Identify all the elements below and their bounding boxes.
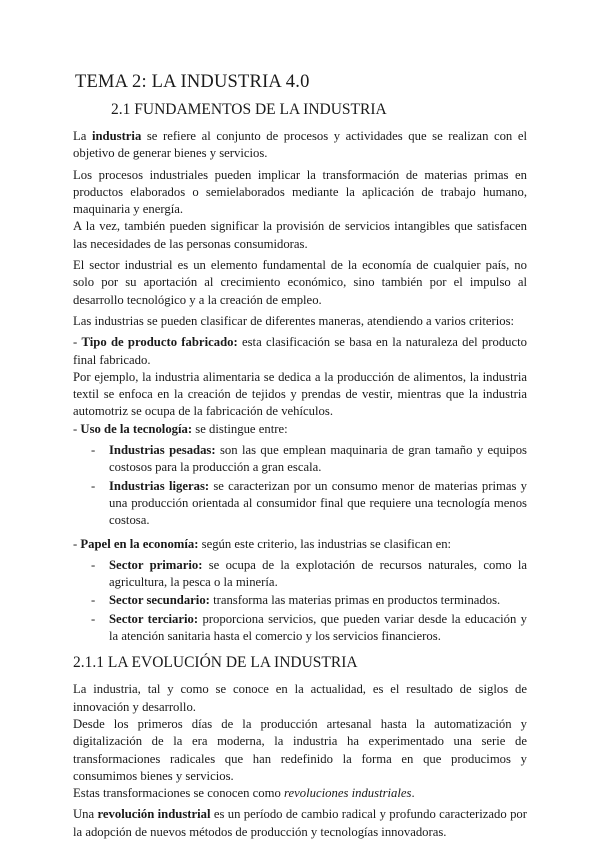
criterion-papel-economia: - Papel en la economía: según este criterio, las industrias se clasifican en: <box>73 536 452 551</box>
criterion-label: Papel en la economía: <box>80 536 199 551</box>
criterion-label: Uso de la tecnología: <box>80 421 193 436</box>
paragraph-transformaciones: Desde los primeros días de la producción artesanal hasta la automatización y digitalización de la era moderna, la industria ha experimentado una serie de transformaciones radicales que han redefinido la forma en que producimos y consumimos bienes y servicios. <box>73 716 527 783</box>
section-heading-fundamentos: 2.1 FUNDAMENTOS DE LA INDUSTRIA <box>111 101 387 118</box>
paragraph-sector: El sector industrial es un elemento fundamental de la economía de cualquier país, no solo por su aportación al crecimiento económico, sino también por el impulso al desarrollo tecnológico y a la creación de empleo. <box>73 258 527 307</box>
paragraph-servicios: A la vez, también pueden significar la provisión de servicios intangibles que satisfacen las necesidades de las personas consumidoras. <box>73 219 527 251</box>
list-item-sector-terciario: - Sector terciario: proporciona servicios, que pueden variar desde la educación y la atención sanitaria hasta el comercio y los servicios financieros. <box>91 611 527 644</box>
paragraph-clasificacion: Las industrias se pueden clasificar de diferentes maneras, atendiendo a varios criterios: <box>73 313 515 328</box>
page-title: TEMA 2: LA INDUSTRIA 4.0 <box>75 72 310 92</box>
criterion-label: Tipo de producto fabricado: <box>81 335 238 350</box>
italic-term: revoluciones industriales <box>284 786 412 801</box>
list-item-sector-secundario: - Sector secundario: transforma las materias primas en productos terminados. <box>91 593 501 608</box>
paragraph-procesos: Los procesos industriales pueden implicar la transformación de materias primas en productos elaborados o semielaborados mediante la aplicación de trabajo humano, maquinaria y energía. <box>73 167 527 217</box>
criterion-uso-tecnologia: - Uso de la tecnología: se distingue entre: <box>73 421 288 436</box>
tech-list <box>91 442 527 529</box>
list-item-sector-primario: - Sector primario: se ocupa de la explotación de recursos naturales, como la agricultura, la pesca o la minería. <box>91 557 528 590</box>
criterion-tipo-producto: - Tipo de producto fabricado: esta clasificación se basa en la naturaleza del producto final fabricado. <box>73 335 528 367</box>
paragraph-ejemplo: Por ejemplo, la industria alimentaria se dedica a la producción de alimentos, la industria textil se enfoca en la creación de tejidos y prendas de vestir, mientras que la industria automotriz se ocupa de la fabricación de vehículos. <box>73 369 527 419</box>
section-heading-evolucion: 2.1.1 LA EVOLUCIÓN DE LA INDUSTRIA <box>73 654 358 672</box>
paragraph-revolucion-definicion: Una revolución industrial es un período de cambio radical y profundo caracterizado por la adopción de nuevos métodos de producción y tecnologías innovadoras. <box>73 807 527 839</box>
list-item-industrias-ligeras: - Industrias ligeras: se caracterizan por un consumo menor de materias primas y una producción orientada al consumidor final que requiere una tecnología menos costosa. <box>91 478 527 528</box>
list-item-industrias-pesadas: - Industrias pesadas: son las que emplean maquinaria de gran tamaño y equipos costosos para la producción a gran escala. <box>91 443 527 475</box>
bold-term-revolucion: revolución industrial <box>97 807 211 822</box>
economy-list <box>91 557 527 645</box>
bold-term-industria: industria <box>91 129 142 143</box>
paragraph-historia: La industria, tal y como se conoce en la actualidad, es el resultado de siglos de innovación y desarrollo. <box>73 682 527 714</box>
paragraph-definicion: La industria se refiere al conjunto de procesos y actividades que se realizan con el objetivo de generar bienes y servicios. <box>73 129 527 161</box>
paragraph-revoluciones: Estas transformaciones se conocen como revoluciones industriales. <box>73 786 415 801</box>
